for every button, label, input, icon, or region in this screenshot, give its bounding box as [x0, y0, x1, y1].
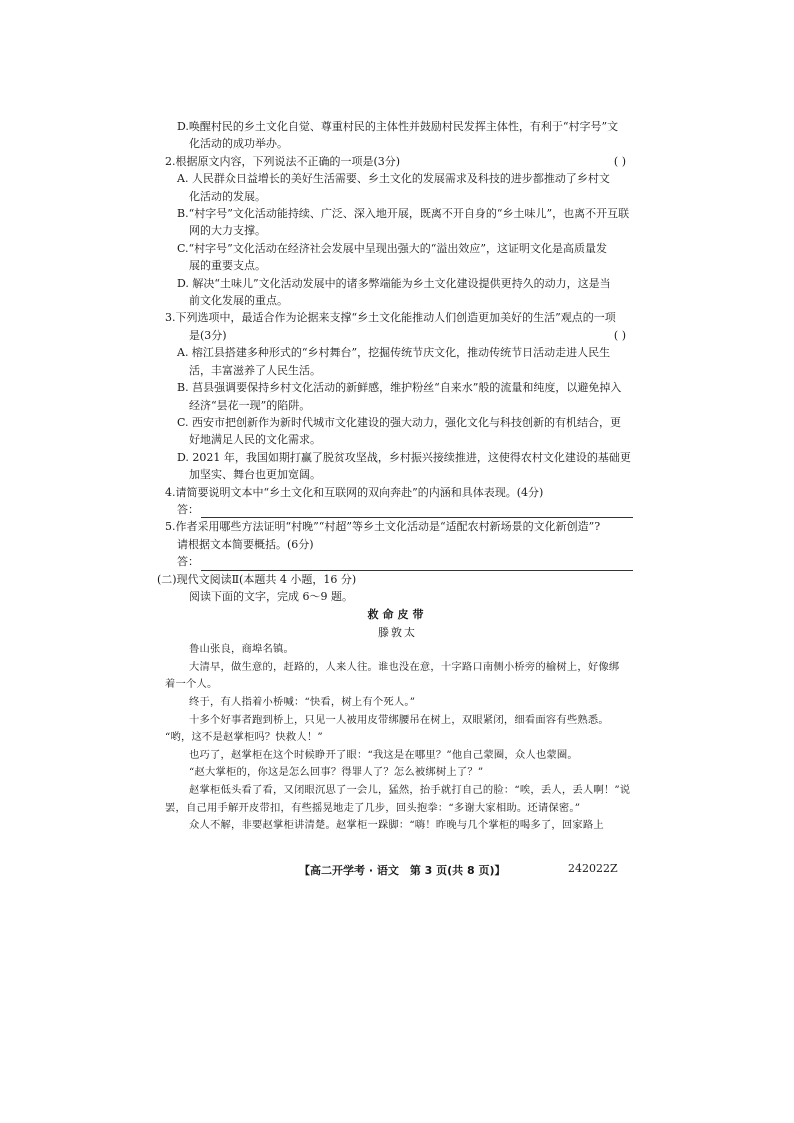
option-line: B. 莒县强调要保持乡村文化活动的新鲜感，维护粉丝“自来水”般的流量和纯度，以避免掉入	[177, 381, 622, 395]
answer-row	[165, 501, 630, 518]
story-line: 众人不解，非要赵掌柜讲清楚。赵掌柜一跺脚：“嗨！昨晚与几个掌柜的喝多了，回家路上	[189, 819, 604, 832]
option-line: 好地满足人民的文化需求。	[189, 433, 321, 447]
answer-paren: ( )	[613, 328, 626, 342]
question-stem-text: 2.根据原文内容，下列说法不正确的一项是(3分)	[165, 154, 401, 168]
story-line: 着一个人。	[165, 678, 218, 691]
answer-line[interactable]	[201, 558, 633, 571]
option-line: 展的重要支点。	[189, 259, 266, 273]
question-2	[165, 153, 630, 310]
option-line: 经济“昙花一现”的陷阱。	[189, 398, 311, 412]
question-5	[165, 518, 630, 570]
question-4	[165, 484, 630, 519]
option-line: 加坚实、舞台也更加宽阔。	[189, 468, 321, 482]
story-line: 终于，有人指着小桥喊：“快看，树上有个死人。”	[189, 695, 416, 708]
story-line: “赵大掌柜的，你这是怎么回事？得罪人了？怎么被绑树上了？”	[189, 766, 484, 779]
option-line: 活，丰富滋养了人民生活。	[189, 363, 321, 377]
story-line: “哟，这不是赵掌柜吗？快救人！”	[165, 731, 323, 744]
question-stem	[165, 153, 630, 170]
answer-label: 答：	[177, 502, 199, 516]
story-line: 鲁山张良，商埠名镇。	[189, 643, 294, 656]
q1-option-d	[165, 118, 630, 153]
option-line: C. 西安市把创新作为新时代城市文化建设的强大动力，强化文化与科技创新的有机结合，更	[177, 415, 622, 429]
question-stem	[165, 327, 630, 344]
footer-page-info: 【高二开学考 · 语文 第 3 页(共 8 页)】	[299, 864, 506, 877]
page-content	[157, 118, 631, 835]
answer-label: 答：	[177, 555, 199, 569]
story-title: 救命皮带	[367, 608, 428, 622]
story-line: 十多个好事者跑到桥上，只见一人被用皮带绑腰吊在树上，双眼紧闭，细看面容有些熟悉。	[189, 713, 609, 726]
story-line: 赵掌柜低头看了看，又闭眼沉思了一会儿，猛然，抬手就打自己的脸：“唉，丢人，丢人啊！”说	[189, 783, 631, 796]
option-line: 前文化发展的重点。	[189, 294, 288, 308]
text-line: 化活动的成功举办。	[189, 137, 288, 151]
footer-code: 242022Z	[568, 862, 618, 875]
answer-paren: ( )	[613, 154, 626, 168]
option-line: 化活动的发展。	[189, 189, 266, 203]
story-body	[165, 641, 630, 835]
question-stem-text: 是(3分)	[189, 328, 227, 342]
option-line: A. 榕江县搭建多种形式的“乡村舞台”，挖掘传统节庆文化，推动传统节日活动走进人民生	[177, 346, 611, 360]
option-line: B.“村字号”文化活动能持续、广泛、深入地开展，既离不开自身的“乡土味儿”，也离不开互联	[177, 207, 630, 221]
option-line: D. 解决“土味儿”文化活动发展中的诸多弊端能为乡土文化建设提供更持久的动力，这是当	[177, 276, 611, 290]
question-3	[165, 309, 630, 483]
story-line: 大清早，做生意的，赶路的，人来人往。谁也没在意，十字路口南侧小桥旁的榆树上，好像绑	[189, 660, 620, 673]
section-instruction: 阅读下面的文字，完成 6～9 题。	[189, 589, 353, 603]
text-line: D.唤醒村民的乡土文化自觉、尊重村民的主体性并鼓励村民发挥主体性，有利于“村字号”文	[177, 120, 619, 133]
question-stem: 5.作者采用哪些方法证明“村晚”“村超”等乡土文化活动是“适配农村新场景的文化新创造”?	[165, 520, 601, 534]
answer-line[interactable]	[201, 505, 633, 518]
option-line: A. 人民群众日益增长的美好生活需要、乡土文化的发展需求及科技的进步都推动了乡村文	[177, 172, 610, 186]
question-stem: 4.请简要说明文本中“乡土文化和互联网的双向奔赴”的内涵和具体表现。(4分)	[165, 485, 544, 499]
story-author: 滕敦太	[378, 625, 417, 639]
answer-row	[165, 553, 630, 570]
option-line: C.“村字号”文化活动在经济社会发展中呈现出强大的“溢出效应”，这证明文化是高质量发	[177, 241, 608, 255]
question-stem: 请根据文本简要概括。(6分)	[177, 537, 314, 551]
question-stem: 3.下列选项中，最适合作为论据来支撑“乡土文化能推动人们创造更加美好的生活”观点的一项	[165, 311, 616, 325]
story-line: 也巧了，赵掌柜在这个时候睁开了眼：“我这是在哪里？”他自己蒙圈，众人也蒙圈。	[189, 748, 578, 761]
section-2	[157, 571, 631, 835]
section-heading: (二)现代文阅读Ⅱ(本题共 4 小题，16 分)	[157, 572, 357, 586]
story-line: 罢，自己用手解开皮带扣，有些摇晃地走了几步，回头抱拳：“多谢大家相助。还请保密。”	[165, 801, 581, 814]
option-line: D. 2021 年，我国如期打赢了脱贫攻坚战，乡村振兴接续推进，这使得农村文化建设的基础更	[177, 450, 631, 464]
option-line: 网的大力支撑。	[189, 224, 266, 238]
